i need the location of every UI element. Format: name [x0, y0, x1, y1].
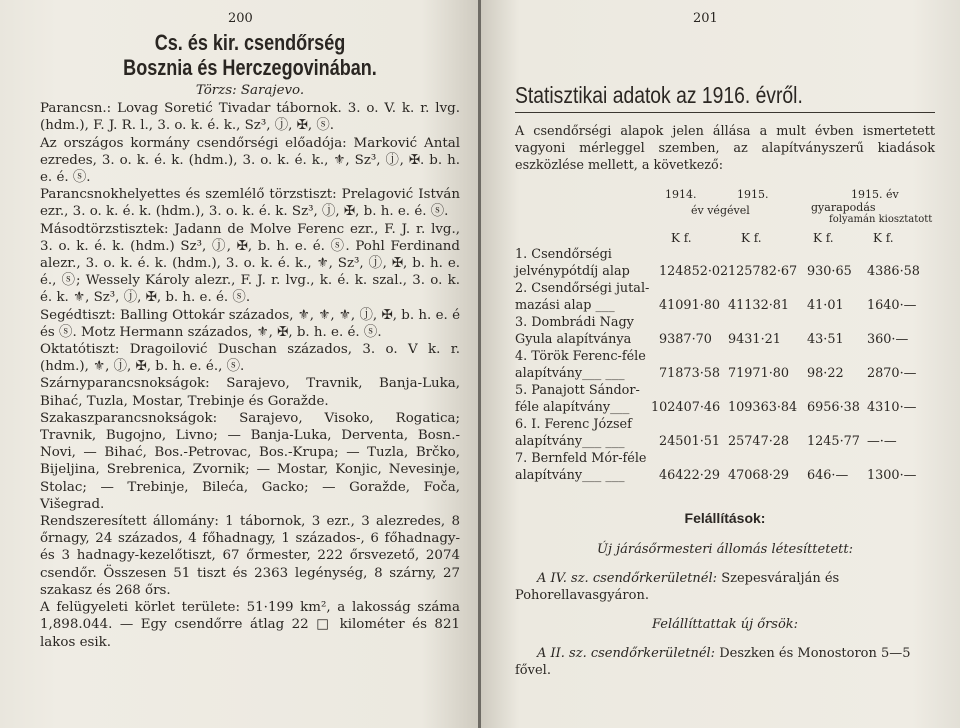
paragraph-helyettes: Parancsnokhelyettes és szemlélő törzstiszt: Prelagović István ezr., 3. o. k. é. k. (hdm.), 3. o. k. é. k. Sz³, ⓙ, ✠, b. h. e. é. ⓢ.	[40, 187, 460, 220]
row-name: alapítvány___ ___	[515, 366, 625, 381]
cell: 125782·67	[728, 264, 798, 279]
cell: 47068·29	[728, 468, 790, 483]
felallitas-1	[515, 570, 935, 604]
left-text-block	[40, 30, 460, 651]
unit-2: K f.	[741, 231, 762, 245]
statistics-title: Statisztikai adatok az 1916. évről.	[515, 82, 803, 108]
cell: 1245·77	[807, 434, 860, 449]
row-name: jelvénypótdíj alap	[515, 264, 630, 279]
header-ev-vegevel: év végével	[691, 204, 750, 217]
header-gyarapodas: gyarapodás	[811, 201, 876, 214]
unit-1: K f.	[671, 231, 692, 245]
cell: 930·65	[807, 264, 852, 279]
cell: 2870·—	[867, 366, 917, 381]
cell: 6956·38	[807, 400, 860, 415]
right-text-block	[515, 80, 935, 679]
left-title-line2: Bosznia és Herczegovinában.	[123, 55, 377, 80]
cell: 1300·—	[867, 468, 917, 483]
paragraph-parancsnok: Parancsn.: Lovag Soretić Tivadar tábornok. 3. o. V. k. r. lvg. (hdm.), F. J. R. l., 3. o. k. é. k., Sz³, ⓙ, ✠, ⓢ.	[40, 101, 460, 134]
cell: 109363·84	[728, 400, 798, 415]
row-name: 3. Dombrádi Nagy	[515, 315, 634, 330]
page-number-left: 200	[228, 11, 253, 26]
row-name: alapítvány___ ___	[515, 468, 625, 483]
table-row	[515, 331, 935, 348]
paragraph-szarnyparancsnoksagok: Szárnyparancsnokságok: Sarajevo, Travnik, Banja-Luka, Bihać, Tuzla, Mostar, Trebinje és Goražde.	[40, 376, 460, 409]
table-row	[515, 450, 935, 467]
table-row	[515, 348, 935, 365]
paragraph-oktatotiszt: Oktatótiszt: Dragoilović Duschan százados, 3. o. V k. r. (hdm.), ⚜, ⓙ, ✠, b. h. e. é., ⓢ.	[40, 342, 460, 375]
row-name: 1. Csendőrségi	[515, 247, 612, 262]
table-row	[515, 399, 935, 416]
title-rule	[515, 112, 935, 113]
row-name: 2. Csendőrségi jutal-	[515, 281, 650, 296]
row-name: féle alapítvány___	[515, 400, 630, 415]
felallitas-2	[515, 645, 935, 679]
row-name: alapítvány___ ___	[515, 434, 625, 449]
paragraph-szakaszparancsnoksagok: Szakaszparancsnokságok: Sarajevo, Visoko, Rogatica; Travnik, Bugojno, Livno; — Banja-Luka, Derventa, Bosn.-Novi, — Bihać, Bos.-Petrovac, Bos.-Krupa; — Tuzla, Brčko, Bijeljina, Srebrenica, Zvornik; — Mostar, Konjic, Nevesinje, Stolac; — Trebinje, Bileća, Gacko; — Goražde, Foča, Višegrad.	[40, 410, 460, 512]
cell: 646·—	[807, 468, 849, 483]
cell: 1640·—	[867, 298, 917, 313]
row-name: 6. I. Ferenc József	[515, 417, 632, 432]
felallitas-2-prefix: A II. sz. csendőrkerületnél:	[537, 646, 716, 661]
cell: 43·51	[807, 332, 844, 347]
cell: 4386·58	[867, 264, 920, 279]
header-1914: 1914.	[665, 188, 697, 201]
row-name: 4. Török Ferenc-féle	[515, 349, 646, 364]
cell: 46422·29	[659, 468, 721, 483]
table-row	[515, 365, 935, 382]
right-page	[481, 0, 960, 728]
cell: —·—	[867, 434, 897, 449]
cell: 124852·02	[659, 264, 729, 279]
table-row	[515, 297, 935, 314]
cell: 360·—	[867, 332, 909, 347]
table-row	[515, 382, 935, 399]
row-name: mazási alap ___	[515, 298, 615, 313]
paragraph-korlet: A felügyeleti körlet területe: 51·199 km², a lakosság száma 1,898.044. — Egy csendőrre átlag 22 □ kilométer és 821 lakos esik.	[40, 600, 460, 650]
felallitasok-sub: Új járásőrmesteri állomás létesíttetett:	[597, 542, 853, 557]
cell: 98·22	[807, 366, 844, 381]
cell: 9387·70	[659, 332, 712, 347]
row-name: 5. Panajott Sándor-	[515, 383, 640, 398]
header-1915: 1915.	[737, 188, 769, 201]
felallitasok-sub2: Felállíttattak új őrsök:	[651, 617, 799, 632]
table-row	[515, 467, 935, 484]
cell: 41132·81	[728, 298, 790, 313]
table-row	[515, 433, 935, 450]
cell: 25747·28	[728, 434, 790, 449]
table-row	[515, 314, 935, 331]
paragraph-eloado: Az országos kormány csendőrségi előadója: Marković Antal ezredes, 3. o. k. é. k. (hdm.), 3. o. k. é. k., ⚜, Sz³, ⓙ, ✠. b. h. e. é. ⓢ.	[40, 135, 460, 186]
felallitas-1-prefix: A IV. sz. csendőrkerületnél:	[537, 571, 718, 586]
cell: 102407·46	[651, 400, 721, 415]
torzs-line: Törzs: Sarajevo.	[195, 83, 305, 98]
row-name: Gyula alapítványa	[515, 332, 632, 347]
left-page	[0, 0, 479, 728]
cell: 41·01	[807, 298, 844, 313]
row-name: 7. Bernfeld Mór-féle	[515, 451, 647, 466]
header-folyaman: folyamán kiosztatott	[829, 214, 933, 225]
table-row	[515, 416, 935, 433]
page-number-right: 201	[693, 11, 718, 26]
felallitasok-title: Felállítások:	[684, 510, 766, 526]
header-1915-ev: 1915. év	[851, 188, 899, 201]
unit-3: K f.	[813, 231, 834, 245]
unit-4: K f.	[873, 231, 894, 245]
statistics-intro: A csendőrségi alapok jelen állása a mult évben ismertetett vagyoni mérleggel szemben, az alapítványszerű kiadások eszközlése mellett, a következő:	[515, 124, 935, 173]
felallitas-1-text: Szepesváralján és Pohorellavasgyáron.	[515, 571, 840, 603]
cell: 71873·58	[659, 366, 721, 381]
paragraph-masodtorzstisztek: Másodtörzstisztek: Jadann de Molve Ferenc ezr., F. J. r. lvg., 3. o. k. é. k. (hdm.) Sz³, ⓙ, ✠, b. h. e. é. ⓢ. Pohl Ferdinand alezr., 3. o. k. é. k. (hdm.), 3. o. k. é. k., ⚜, Sz³, ⓙ, ✠, b. h. e. é., ⓢ; Wessely Károly alezr., F. J. r. lvg., k. é. k. szal., 3. o. k. é. k. ⚜, Sz³, ⓙ, ✠, b. h. e. é. ⓢ.	[40, 221, 460, 306]
table-row	[515, 280, 935, 297]
table-row	[515, 246, 935, 263]
cell: 71971·80	[728, 366, 790, 381]
paragraph-allomany: Rendszeresített állomány: 1 tábornok, 3 ezr., 3 alezredes, 8 őrnagy, 24 százados, 4 főhadnagy, 1 százados-, 6 főhadnagy- és 3 hadnagy-kezelőtiszt, 67 őrmester, 222 őrsvezető, 2074 csendőr. Összesen 51 tiszt és 2363 legénység, 8 szárny, 27 szakasz és 268 őrs.	[40, 514, 460, 598]
left-title-line1: Cs. és kir. csendőrség	[154, 30, 346, 55]
felallitas-2-text: Deszken és Monostoron 5—5 fővel.	[515, 646, 911, 678]
cell: 9431·21	[728, 332, 781, 347]
paragraph-segedtiszt: Segédtiszt: Balling Ottokár százados, ⚜, ⚜, ⚜, ⓙ, ✠, b. h. e. é és ⓢ. Motz Hermann százados, ⚜, ✠, b. h. e. é. ⓢ.	[40, 307, 460, 340]
table-header	[515, 182, 935, 246]
fund-table	[515, 246, 935, 484]
cell: 24501·51	[659, 434, 721, 449]
cell: 41091·80	[659, 298, 721, 313]
cell: 4310·—	[867, 400, 917, 415]
table-row	[515, 263, 935, 280]
